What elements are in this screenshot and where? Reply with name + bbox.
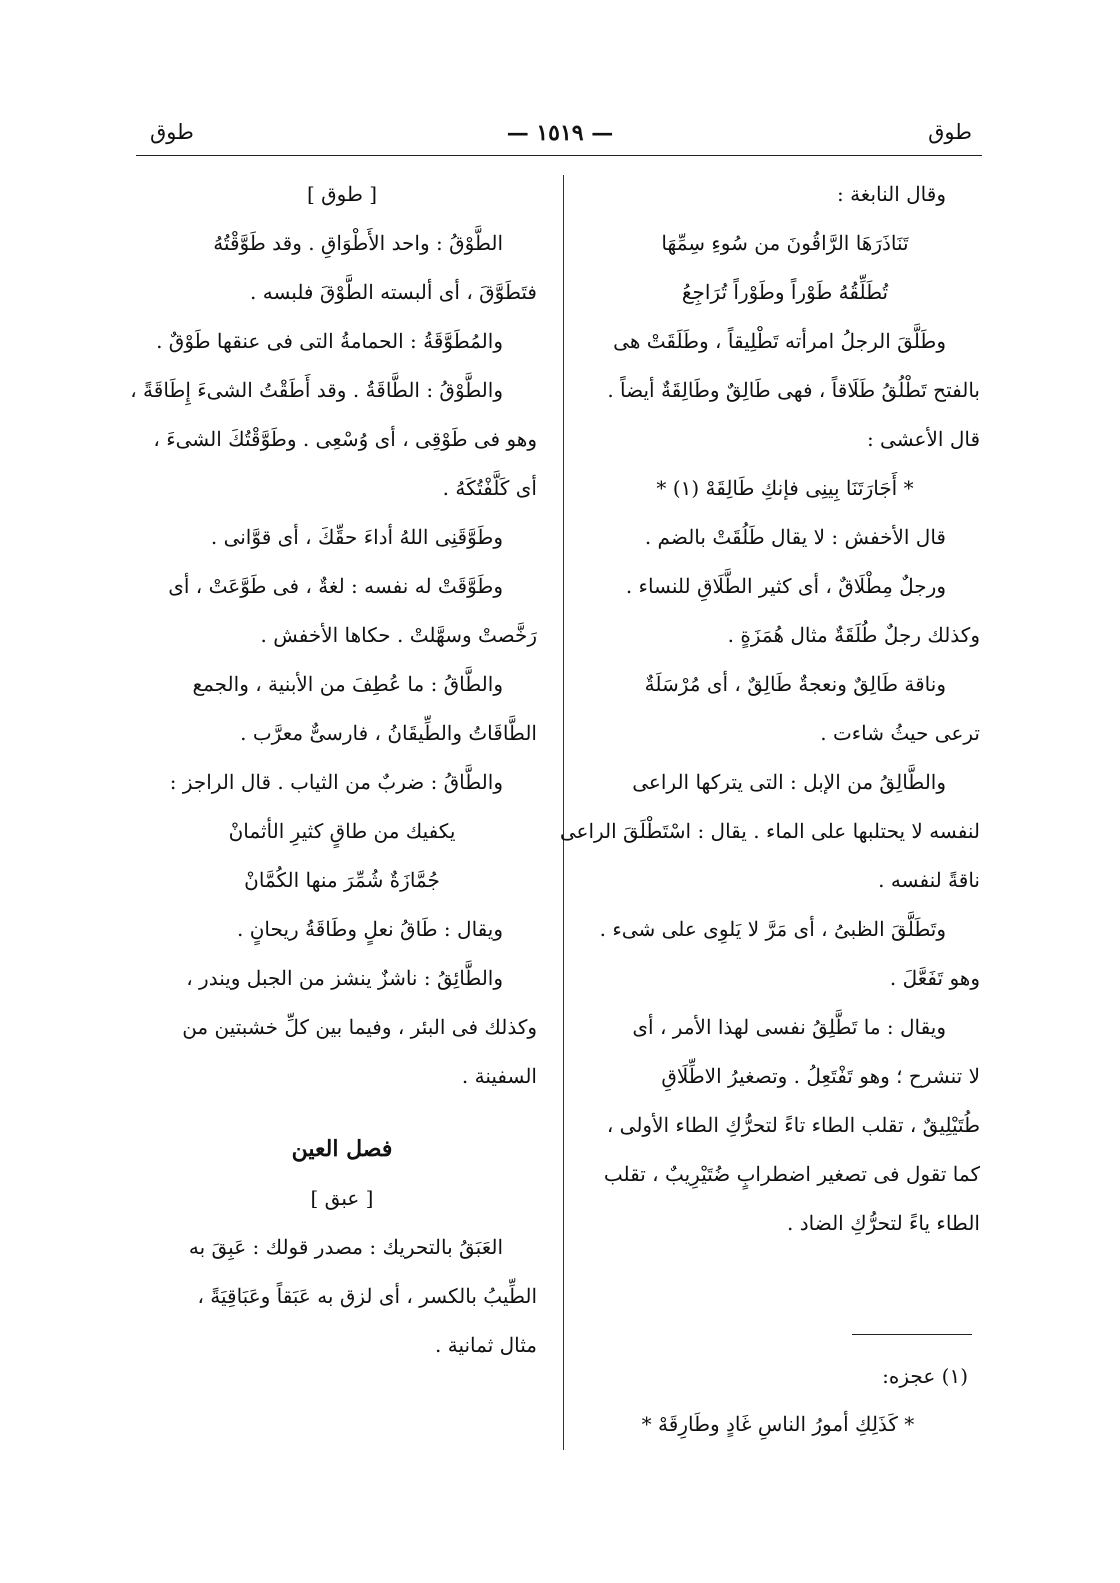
- right-column-line: قال الأخفش : لا يقال طَلُقَتْ بالضم .: [644, 525, 946, 549]
- left-column-line: الطِّيبُ بالكسر ، أى لزق به عَبَقاً وعَبَاقِيَةً ،: [197, 1284, 537, 1308]
- footnote-divider: [852, 1334, 972, 1335]
- right-column: [559, 170, 980, 1248]
- left-column-line: والمُطَوَّقَةُ : الحمامةُ التى فى عنقها طَوْقٌ .: [156, 329, 503, 353]
- right-column-line: ناقةً لنفسه .: [878, 868, 980, 892]
- right-column-line: لنفسه لا يحتلبها على الماء . يقال : اسْتَطْلَقَ الراعى: [559, 819, 980, 843]
- page-number: — ١٥١٩ —: [506, 120, 614, 146]
- header-root-left: طوق: [150, 120, 194, 144]
- right-column-line: تُطَلِّقُهُ طَوْراً وطَوْراً تُرَاجِعُ: [681, 280, 889, 304]
- left-column-line: أى كَلَّفْتُكَهُ .: [442, 476, 537, 500]
- left-column-line: الطَّاقَاتُ والطِّيقَانُ ، فارسىٌّ معرَّب .: [240, 721, 537, 745]
- left-column-line: وطَوَّقَتْ له نفسه : لغةٌ ، فى طَوَّعَتْ ، أى: [168, 574, 503, 598]
- left-column-line: [ طوق ]: [306, 182, 378, 206]
- right-column-line: وطَلَّقَ الرجلُ امرأته تَطْلِيقاً ، وطَلَقَتْ هى: [613, 329, 946, 353]
- right-column-line: وتَطَلَّقَ الظبىُ ، أى مَرَّ لا يَلوِى على شىء .: [599, 917, 946, 941]
- left-column-line: السفينة .: [461, 1064, 537, 1088]
- left-column-line: [147, 1101, 537, 1111]
- right-column-line: بالفتح تَطْلُقُ طَلَاقاً ، فهى طَالِقٌ وطَالِقَةٌ أيضاً .: [607, 378, 980, 402]
- right-column-line: والطَّالِقُ من الإبل : التى يتركها الراعى: [632, 770, 946, 794]
- right-column-line: وناقة طَالِقٌ ونعجةٌ طَالِقٌ ، أى مُرْسَلَةٌ: [644, 672, 946, 696]
- right-column-line: الطاء ياءً لتحرُّكِ الضاد .: [787, 1211, 980, 1235]
- right-column-line: ورجلٌ مِطْلَاقٌ ، أى كثير الطَّلَاقِ للنساء .: [625, 574, 946, 598]
- right-column-line: وكذلك رجلٌ طُلَقَةٌ مثال هُمَزَةٍ .: [727, 623, 980, 647]
- footnote-text: * كَذَلِكِ أمورُ الناسِ غَادٍ وطَارِقَهْ *: [641, 1412, 915, 1436]
- left-column-line: فتَطَوَّقَ ، أى ألبسته الطَّوْقَ فلبسه .: [250, 280, 537, 304]
- footnote-label: (١) عجزه:: [882, 1364, 968, 1388]
- right-column-line: ويقال : ما تَطَّلِقُ نفسى لهذا الأمر ، أى: [632, 1015, 946, 1039]
- right-column-line: قال الأعشى :: [866, 427, 980, 451]
- header-divider: [136, 155, 982, 156]
- left-column-line: والطَّوْقُ : الطَّاقَةُ . وقد أَطَقْتُ الشىءَ إِطَاقَةً ،: [130, 378, 503, 402]
- left-column-line: والطَّائِقُ : ناشزٌ ينشز من الجبل ويندر ،: [186, 966, 503, 990]
- right-column-line: تَنَاذَرَهَا الرَّاقُونَ من سُوءِ سِمِّهَا: [661, 231, 909, 255]
- left-column-line: [ عبق ]: [310, 1186, 374, 1210]
- left-column-line: ويقال : طَاقُ نعلٍ وطَاقَةُ ريحانٍ .: [237, 917, 503, 941]
- left-column-line: رَخَّصتْ وسهَّلتْ . حكاها الأخفش .: [260, 623, 537, 647]
- left-column-line: العَبَقُ بالتحريك : مصدر قولك : عَبِقَ به: [188, 1235, 503, 1259]
- left-column-line: جُمَّازَةٌ شُمِّرَ منها الكُمَّانْ: [244, 868, 440, 892]
- right-column-line: طُتَيْلِيقٌ ، تقلب الطاء تاءً لتحرُّكِ الطاء الأولى ،: [606, 1113, 980, 1137]
- footnote: [588, 1352, 968, 1448]
- right-column-line: وهو تَفَعَّلَ .: [889, 966, 980, 990]
- left-column-line: فصل العين: [291, 1136, 393, 1162]
- left-column: [130, 170, 537, 1370]
- left-column-line: يكفيك من طاقٍ كثيرِ الأثمانْ: [228, 819, 456, 843]
- left-column-line: وهو فى طَوْقِى ، أى وُسْعِى . وطَوَّقْتُكَ الشىءَ ،: [153, 427, 537, 451]
- left-column-line: وطَوَّقَنِى اللهُ أداءَ حقِّكَ ، أى قوَّانى .: [210, 525, 503, 549]
- left-column-line: مثال ثمانية .: [435, 1333, 537, 1357]
- right-column-line: وقال النابغة :: [836, 182, 946, 206]
- right-column-line: كما تقول فى تصغير اضطرابٍ ضُتَيْرِيبٌ ، تقلب: [603, 1162, 980, 1186]
- right-column-line: * أَجَارَتَنَا بِينِى فإنكِ طَالِقَهْ (١) *: [656, 476, 914, 500]
- left-column-line: وكذلك فى البئر ، وفيما بين كلِّ خشبتين من: [182, 1015, 537, 1039]
- right-column-line: ترعى حيثُ شاءت .: [820, 721, 980, 745]
- left-column-line: الطَّوْقُ : واحد الأَطْوَاقِ . وقد طَوَّقْتُهُ: [213, 231, 503, 255]
- right-column-line: لا تنشرح ؛ وهو تَفْتَعِلُ . وتصغيرُ الاطِّلَاقِ: [661, 1064, 980, 1088]
- left-column-line: والطَّاقُ : ما عُطِفَ من الأبنية ، والجمع: [192, 672, 503, 696]
- header-root-right: طوق: [928, 120, 972, 144]
- left-column-line: والطَّاقُ : ضربٌ من الثياب . قال الراجز :: [169, 770, 503, 794]
